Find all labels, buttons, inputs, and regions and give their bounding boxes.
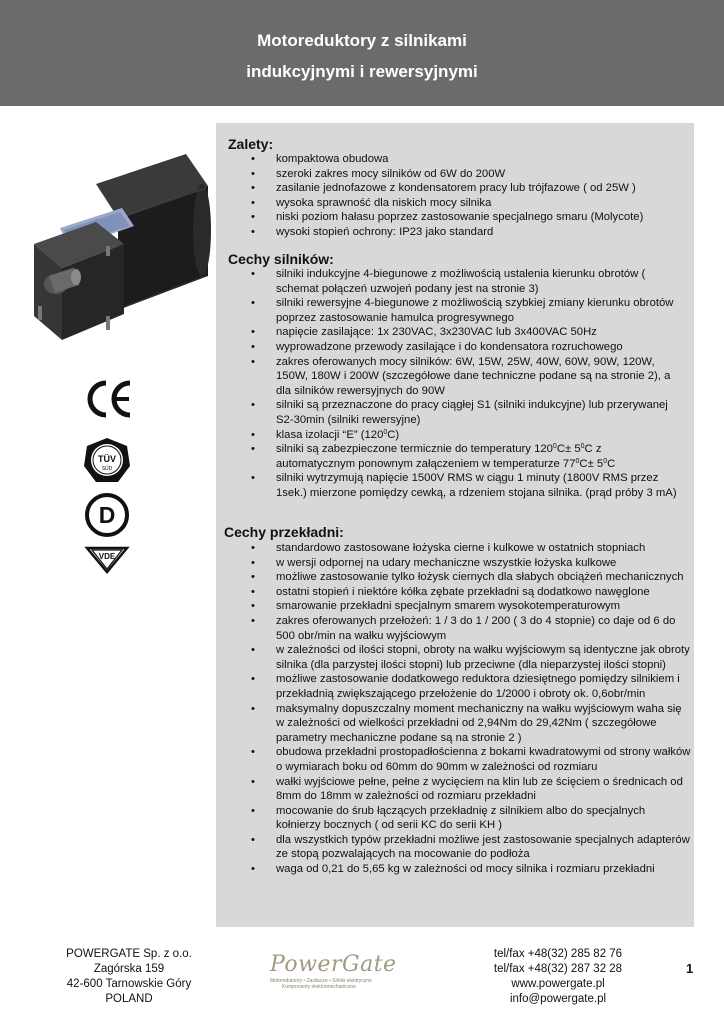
list-item: • silniki wytrzymują napięcie 1500V RMS w ciągu 1 minuty (1800V RMS przez 1sek.) mierzone pomiędzy cewką, a rdzeniem stojana silnika. (prąd próby 3 mA) [251, 471, 683, 500]
tuv-sud-mark-icon [82, 436, 132, 486]
list-item: • niski poziom hałasu poprzez zastosowanie specjalnego smaru (Molycote) [251, 210, 671, 225]
company-country: POLAND [105, 993, 153, 1005]
powergate-logo [270, 952, 410, 998]
list-item: • smarowanie przekładni specjalnym smarem wysokotemperaturowym [251, 599, 691, 614]
company-street: Zagórska 159 [93, 963, 165, 975]
d-mark-text: D [98, 502, 116, 528]
company-contact [478, 947, 638, 1007]
list-item: • w zależności od ilości stopni, obroty na wałku wyjściowym są identyczne jak obroty silnika (dla parzystej ilości stopni) lub przeciwne (dla nieparzystej ilości stopni) [251, 643, 691, 672]
gear-motor-image [26, 146, 216, 346]
list-item: • wysoka sprawność dla niskich mocy silnika [251, 196, 671, 211]
list-item: • standardowo zastosowane łożyska cierne i kulkowe w ostatnich stopniach [251, 541, 691, 556]
vde-mark-icon [82, 545, 132, 575]
list-item: • zasilanie jednofazowe z kondensatorem pracy lub trójfazowe ( od 25W ) [251, 181, 671, 196]
list-item: • wysoki stopień ochrony: IP23 jako standard [251, 225, 671, 240]
ce-mark-icon [84, 377, 134, 421]
tuv-sub-text: SÜD [101, 466, 113, 472]
list-item: • możliwe zastosowanie tylko łożysk ciernych dla słabych obciążeń mechanicznych [251, 570, 691, 585]
zalety-list [251, 152, 671, 240]
list-item: • wałki wyjściowe pełne, pełne z wycięciem na klin lub ze ścięciem o średnicach od 8mm do 18mm w zależności od rozmiaru przekładni [251, 775, 691, 804]
list-item: • silniki rewersyjne 4-biegunowe z możliwością szybkiej zmiany kierunku obrotów poprzez zastosowanie hamulca progresywnego [251, 296, 683, 325]
logo-tagline-1: Motoreduktory • Zasilacze • Silniki elektryczne [270, 978, 372, 984]
list-item: • ostatni stopień i niektóre kółka zębate przekładni są dodatkowo nawęglone [251, 585, 691, 600]
list-item: • zakres oferowanych przełożeń: 1 / 3 do 1 / 200 ( 3 do 4 stopnie) co daje od 6 do 500 obr/min na wałku wyjściowym [251, 614, 691, 643]
list-item: • obudowa przekładni prostopadłościenna z bokami kwadratowymi od strony wałków o wymiarach boku od 60mm do 90mm w zależności od rozmiaru [251, 745, 691, 774]
page-title-line1: Motoreduktory z silnikami [257, 31, 467, 50]
list-item: • kompaktowa obudowa [251, 152, 671, 167]
company-address [44, 947, 214, 1007]
list-item: • silniki indukcyjne 4-biegunowe z możliwością ustalenia kierunku obrotów ( schemat połączeń uzwojeń podany jest na stronie 3) [251, 267, 683, 296]
d-mark-icon [84, 492, 130, 538]
contact-email-link[interactable]: info@powergate.pl [509, 993, 607, 1005]
list-item: • mocowanie do śrub łączących przekładnię z silnikiem albo do specjalnych kołnierzy bocznych ( od serii KC do serii KH ) [251, 804, 691, 833]
section-title-silniki: Cechy silników: [228, 251, 334, 267]
list-item: • w wersji odpornej na udary mechaniczne wszystkie łożyska kulkowe [251, 556, 691, 571]
logo-name: PowerGate [270, 952, 397, 977]
company-city: 42-600 Tarnowskie Góry [66, 978, 192, 990]
section-title-zalety: Zalety: [228, 136, 274, 152]
tuv-text: TÜV [98, 454, 116, 464]
logo-tagline-2: Komponenty elektromechaniczne [282, 984, 356, 990]
list-item: • napięcie zasilające: 1x 230VAC, 3x230VAC lub 3x400VAC 50Hz [251, 325, 683, 340]
silniki-list [251, 267, 683, 501]
list-item: • dla wszystkich typów przekładni możliwe jest zastosowanie specjalnych adapterów ze stopą pozwalających na mocowanie do podłoża [251, 833, 691, 862]
page-title-line2: indukcyjnymi i rewersyjnymi [246, 62, 478, 81]
list-item: • szeroki zakres mocy silników od 6W do 200W [251, 167, 671, 182]
list-item: • waga od 0,21 do 5,65 kg w zależności od mocy silnika i rozmiaru przekładni [251, 862, 691, 877]
list-item: • maksymalny dopuszczalny moment mechaniczny na wałku wyjściowym waha się w zależności od wielkości przekładni od 2,94Nm do 29,42Nm ( szczegółowe parametry mechaniczne podane są na stronie 2 ) [251, 702, 691, 746]
section-title-przekladnie: Cechy przekładni: [224, 524, 344, 540]
contact-website-link[interactable]: www.powergate.pl [511, 978, 605, 990]
page-number: 1 [686, 961, 694, 976]
list-item: • zakres oferowanych mocy silników: 6W, 15W, 25W, 40W, 60W, 90W, 120W, 150W, 180W i 200W (szczegółowe dane techniczne podane są na stronie 2), a dla silników rewersyjnych do 90W [251, 355, 683, 399]
contact-tel2: tel/fax +48(32) 287 32 28 [493, 963, 623, 975]
list-item: • możliwe zastosowanie dodatkowego reduktora dziesiętnego pomiędzy silnikiem i przekładnią zwiększającego przełożenie do 1/2000 i obroty ok. 0,6obr/min [251, 672, 691, 701]
przekladnie-list [251, 541, 691, 877]
list-item: • wyprowadzone przewody zasilające i do kondensatora rozruchowego [251, 340, 683, 355]
list-item: • silniki są zabezpieczone termicznie do temperatury $120^0C\pm 5^0C$ z automatycznym ponownym załączeniem w temperaturze $77^0C\pm 5^0C$ [251, 442, 683, 471]
contact-tel1: tel/fax +48(32) 285 82 76 [493, 948, 623, 960]
company-name: POWERGATE Sp. z o.o. [66, 948, 192, 960]
list-item: • klasa izolacji “E” $(120^0C)$ [251, 428, 683, 443]
list-item: • silniki są przeznaczone do pracy ciągłej S1 (silniki indukcyjne) lub przerywanej S2-30min (silniki rewersyjne) [251, 398, 683, 427]
page-header [0, 0, 724, 106]
vde-text: VDE [98, 552, 116, 561]
